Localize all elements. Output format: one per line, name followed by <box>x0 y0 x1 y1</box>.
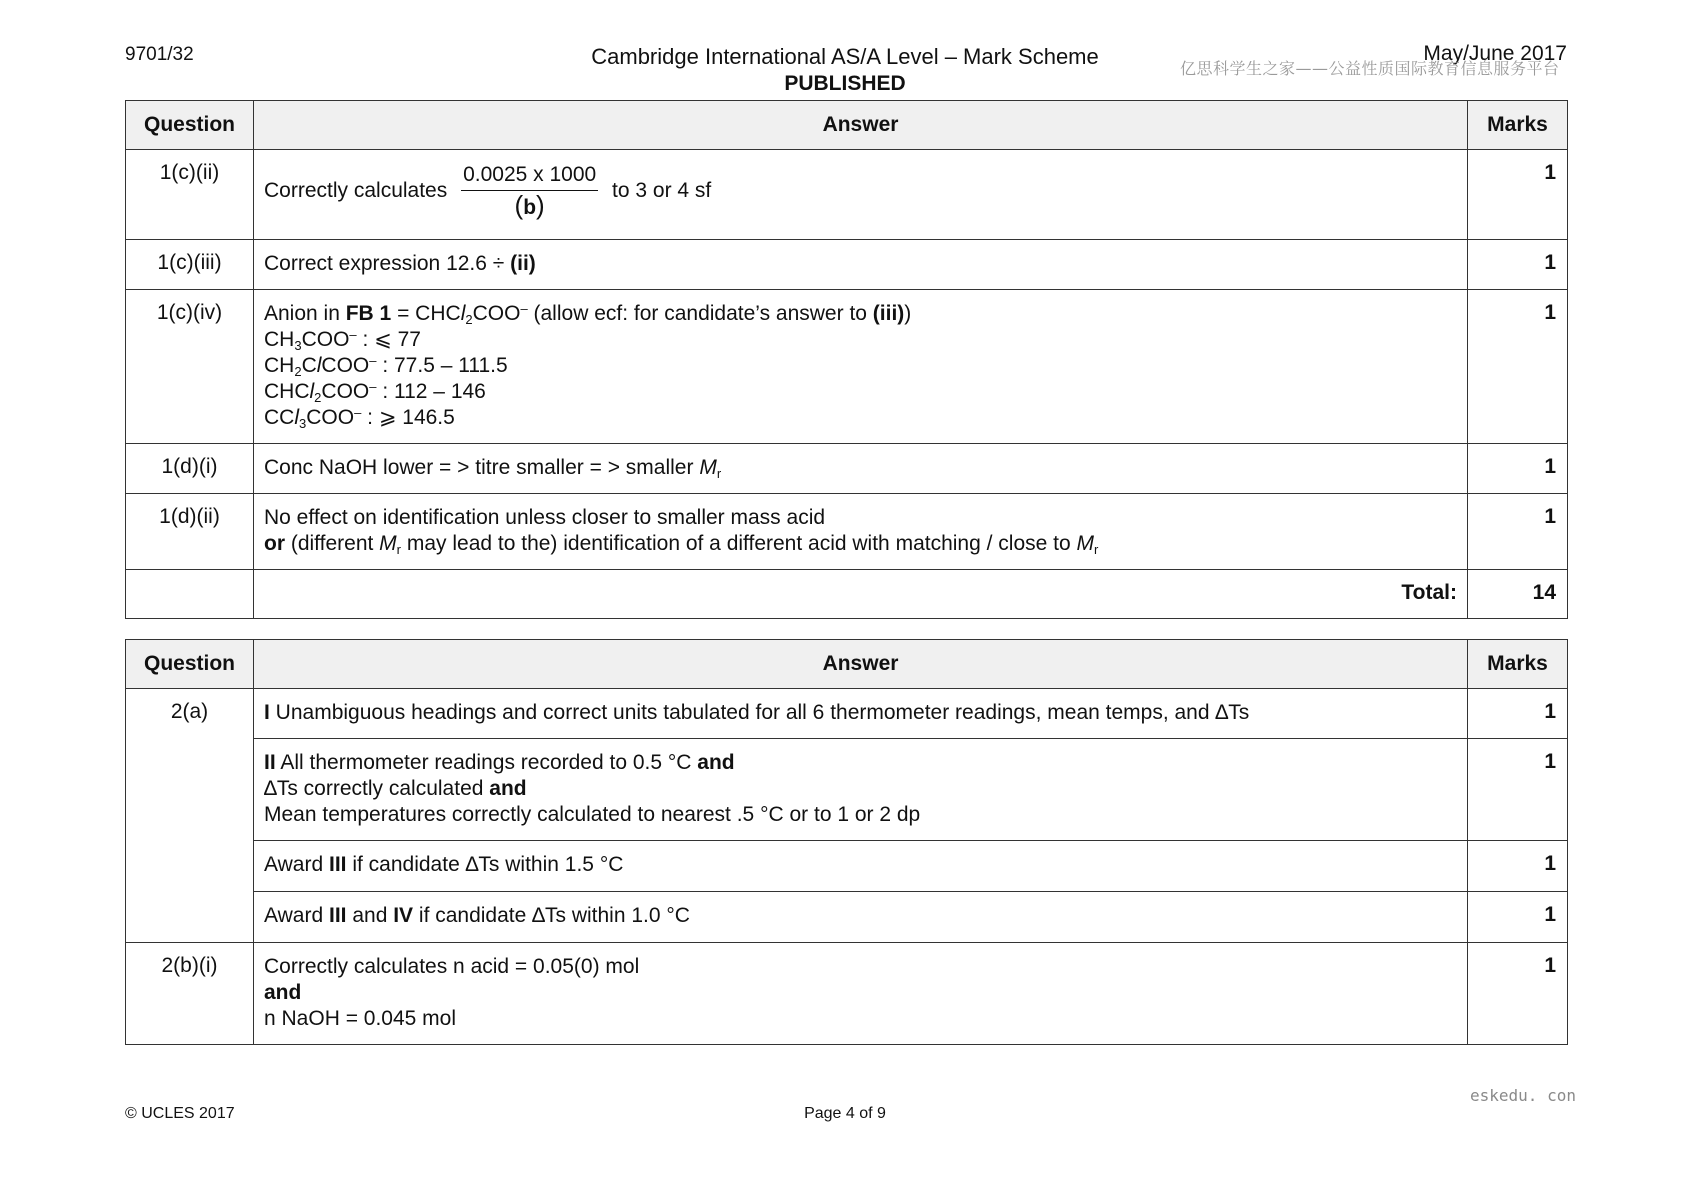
answer-cell: Correct expression 12.6 ÷ (ii) <box>254 240 1468 290</box>
mark-value: 1 <box>1468 240 1568 290</box>
answer-cell <box>254 150 1468 240</box>
answer-line: and <box>264 981 302 1004</box>
total-row <box>126 570 1568 619</box>
site-watermark: eskedu. con <box>1470 1086 1576 1105</box>
answer-cell <box>254 739 1468 841</box>
mark-value: 1 <box>1468 444 1568 494</box>
mark-value: 1 <box>1468 943 1568 1045</box>
page-number: Page 4 of 9 <box>804 1105 886 1122</box>
answer-line: CCl$_3$COO– : ⩾ 146.5 <box>264 405 455 431</box>
answer-cell: I Unambiguous headings and correct units tabulated for all 6 thermometer readings, mean temps, and ∆Ts <box>254 689 1468 739</box>
answer-line: CHCl$_2$COO– : 112 – 146 <box>264 379 486 405</box>
mark-value: 1 <box>1468 892 1568 943</box>
published-label: PUBLISHED <box>784 72 906 95</box>
total-label: Total: <box>254 570 1468 619</box>
answer-cell: Conc NaOH lower = > titre smaller = > smaller $M_r$ <box>254 444 1468 494</box>
mark-scheme-table-2 <box>125 639 1568 1045</box>
mark-value: 1 <box>1468 689 1568 739</box>
answer-cell <box>254 290 1468 444</box>
table-row <box>126 444 1568 494</box>
question-number: 2(a) <box>126 689 254 943</box>
answer-line: $CH_2ClCOO^-$ : 77.5 – 111.5 <box>264 353 508 379</box>
question-number: 1(c)(iii) <box>126 240 254 290</box>
mark-value: 1 <box>1468 150 1568 240</box>
answer-line: II All thermometer readings recorded to 0.5 °C and <box>264 751 735 774</box>
table-row <box>126 841 1568 892</box>
table-row <box>126 689 1568 739</box>
table-row <box>126 494 1568 570</box>
watermark-text: 亿思科学生之家——公益性质国际教育信息服务平台 <box>1180 59 1560 78</box>
mark-scheme-table-1 <box>125 100 1568 619</box>
table-row <box>126 150 1568 240</box>
paper-code: 9701/32 <box>125 44 194 65</box>
question-header: Question <box>126 101 254 150</box>
copyright: © UCLES 2017 <box>125 1105 235 1122</box>
answer-line: ∆Ts correctly calculated and <box>264 777 527 800</box>
fraction <box>461 162 598 221</box>
question-header: Question <box>126 640 254 689</box>
header-center <box>590 44 1100 96</box>
answer-cell: Award III if candidate ∆Ts within 1.5 °C <box>254 841 1468 892</box>
answer-header: Answer <box>254 640 1468 689</box>
exam-session: May/June 2017 <box>1423 42 1567 65</box>
table-row <box>126 943 1568 1045</box>
fraction-denominator: (b) <box>514 190 545 220</box>
table-row <box>126 290 1568 444</box>
fraction-numerator: 0.0025 x 1000 <box>461 162 598 191</box>
answer-line: Mean temperatures correctly calculated to nearest .5 °C or to 1 or 2 dp <box>264 803 921 826</box>
mark-value: 1 <box>1468 841 1568 892</box>
answer-line: n NaOH = 0.045 mol <box>264 1007 457 1030</box>
answer-text: Correctly calculates <box>264 179 448 203</box>
answer-cell: Award III and IV if candidate ∆Ts within 1.0 °C <box>254 892 1468 943</box>
question-number: 1(c)(iv) <box>126 290 254 444</box>
question-number: 1(c)(ii) <box>126 150 254 240</box>
answer-header: Answer <box>254 101 1468 150</box>
table-row <box>126 892 1568 943</box>
marks-header: Marks <box>1468 640 1568 689</box>
table-row <box>126 739 1568 841</box>
marks-header: Marks <box>1468 101 1568 150</box>
table-header-row <box>126 101 1568 150</box>
mark-value: 1 <box>1468 494 1568 570</box>
table-row <box>126 240 1568 290</box>
answer-line: or (different $M_r$ may lead to the) identification of a different acid with matching / close to $M_r$ <box>264 532 1099 557</box>
empty-cell <box>126 570 254 619</box>
answer-line: $CH_3COO^-$ : ⩽ 77 <box>264 327 421 353</box>
mark-value: 1 <box>1468 290 1568 444</box>
answer-line: Anion in FB 1 = CHCl$_2$COO– (allow ecf: for candidate’s answer to (iii)) <box>264 301 912 327</box>
answer-text: to 3 or 4 sf <box>612 179 712 203</box>
answer-cell <box>254 494 1468 570</box>
question-number: 2(b)(i) <box>126 943 254 1045</box>
question-number: 1(d)(i) <box>126 444 254 494</box>
mark-value: 1 <box>1468 739 1568 841</box>
answer-cell <box>254 943 1468 1045</box>
answer-line: Correctly calculates n acid = 0.05(0) mol <box>264 955 640 978</box>
table-header-row <box>126 640 1568 689</box>
total-value: 14 <box>1468 570 1568 619</box>
document-title: Cambridge International AS/A Level – Mark Scheme <box>591 44 1099 69</box>
question-number: 1(d)(ii) <box>126 494 254 570</box>
answer-line: No effect on identification unless closer to smaller mass acid <box>264 506 826 529</box>
